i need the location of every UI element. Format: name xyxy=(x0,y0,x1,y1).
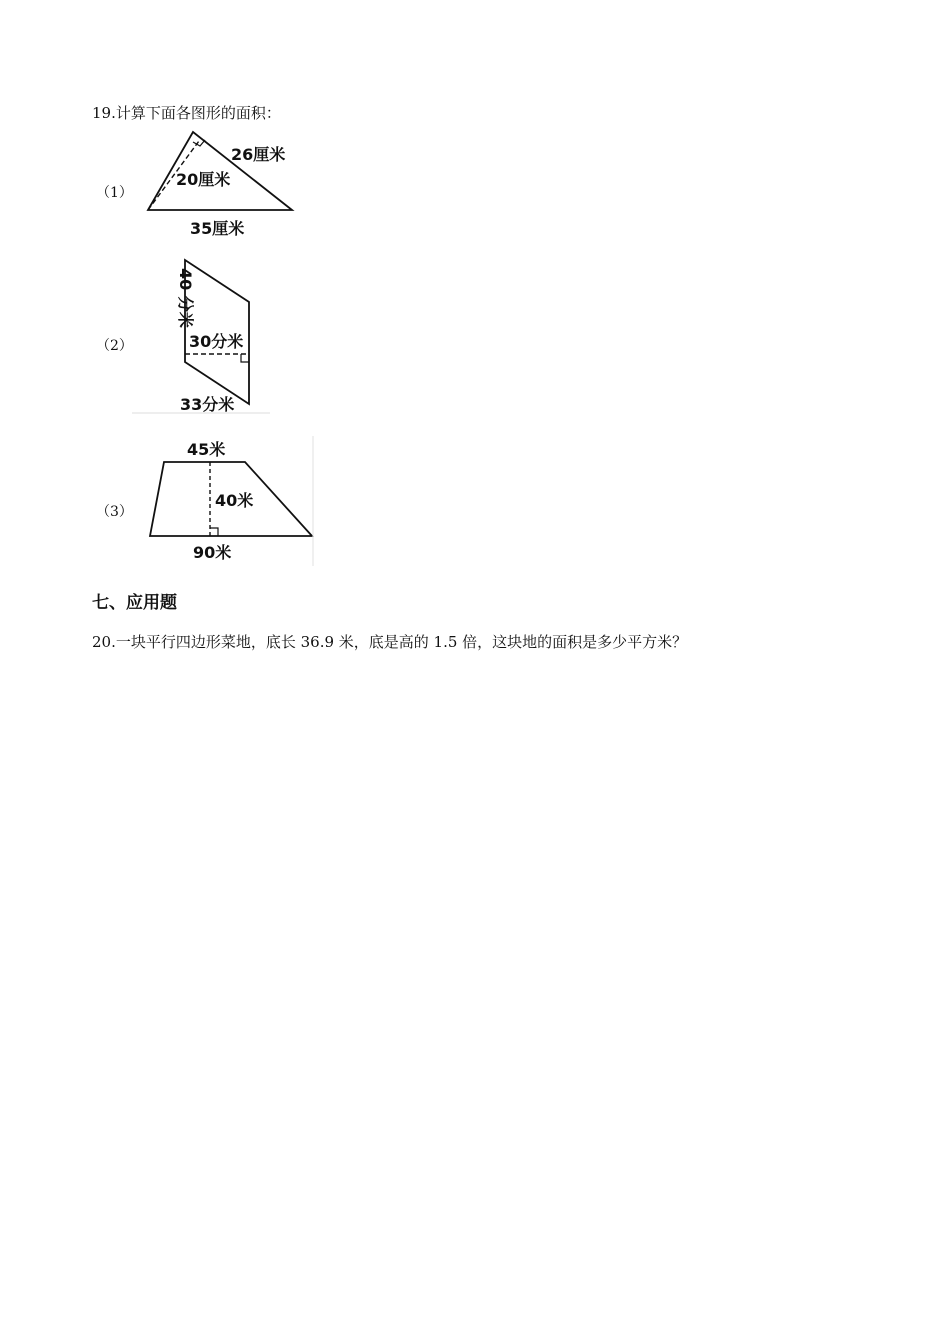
right-angle-mark xyxy=(193,140,205,146)
question-19-title: 19.计算下面各图形的面积： xyxy=(92,104,281,122)
figure-1-label: （1） xyxy=(96,185,133,201)
trapezoid-top-label: 45米 xyxy=(187,440,226,459)
parallelogram-height-label: 30分米 xyxy=(189,332,244,351)
trapezoid-bottom-label: 90米 xyxy=(193,543,232,562)
triangle-base-label: 35厘米 xyxy=(190,219,245,238)
parallelogram-outline xyxy=(185,260,249,404)
parallelogram-base-label: 33分米 xyxy=(180,395,235,414)
figure-2-label: （2） xyxy=(96,338,133,354)
trapezoid-height-label: 40米 xyxy=(215,491,254,510)
section-7-heading: 七、应用题 xyxy=(92,593,177,613)
triangle-side-label: 26厘米 xyxy=(231,145,286,164)
question-20-text: 20.一块平行四边形菜地，底长 36.9 米，底是高的 1.5 倍，这块地的面积是多少平方米？ xyxy=(92,633,688,651)
right-angle-mark xyxy=(241,354,249,362)
trapezoid-outline xyxy=(150,462,312,536)
right-angle-mark xyxy=(210,528,218,536)
triangle-outline xyxy=(148,132,292,210)
triangle-height-label: 20厘米 xyxy=(176,170,231,189)
parallelogram-side-label: 40 分米 xyxy=(176,268,195,328)
triangle-height-line xyxy=(148,141,199,210)
figure-3-label: （3） xyxy=(96,504,133,520)
